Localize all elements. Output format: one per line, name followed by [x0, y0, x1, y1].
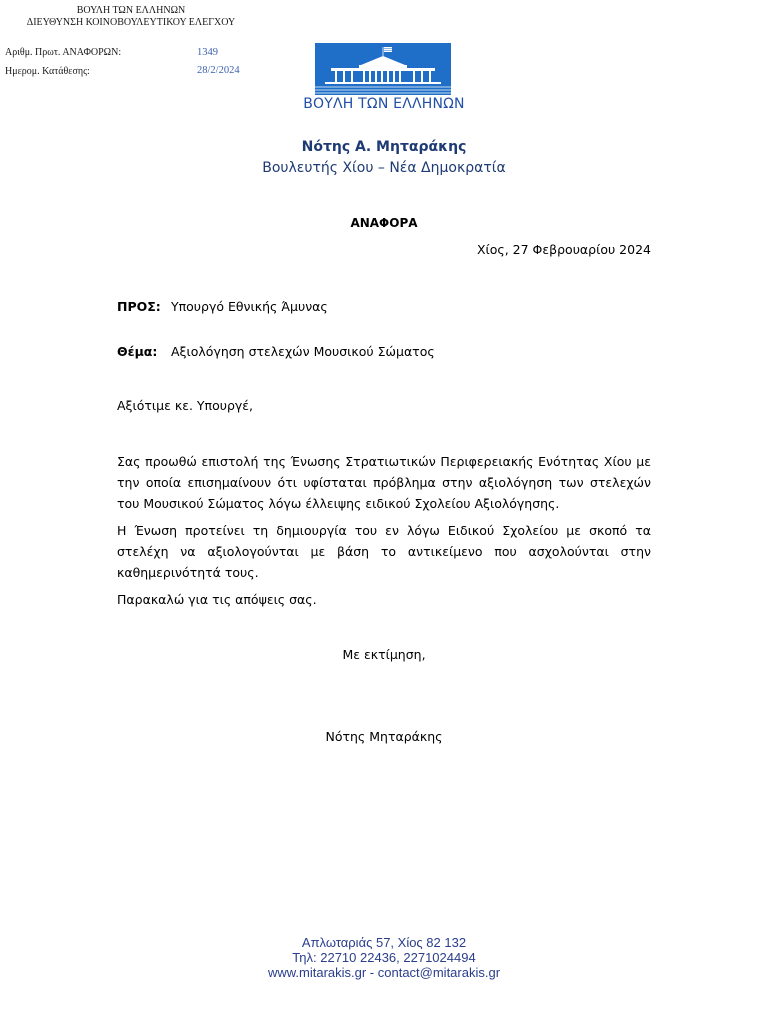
protocol-label: Αριθμ. Πρωτ. ΑΝΑΦΟΡΩΝ: — [5, 47, 122, 58]
stamp-header — [0, 5, 262, 29]
parliament-logo — [311, 43, 455, 95]
footer-address: Απλωταριάς 57, Χίος 82 132 — [301, 935, 467, 950]
subject-label: Θέμα: — [117, 344, 158, 359]
protocol-number: 1349 — [197, 47, 218, 58]
submission-date: 28/2/2024 — [197, 65, 240, 76]
recipient-label: ΠΡΟΣ: — [117, 299, 161, 314]
stamp-header-line1: ΒΟΥΛΗ ΤΩΝ ΕΛΛΗΝΩΝ — [76, 5, 186, 16]
signature-name: Νότης Μηταράκης — [325, 729, 443, 744]
document-type: ΑΝΑΦΟΡΑ — [350, 216, 418, 230]
recipient-value: Υπουργό Εθνικής Άμυνας — [171, 299, 328, 314]
logo-caption: ΒΟΥΛΗ ΤΩΝ ΕΛΛΗΝΩΝ — [303, 96, 465, 112]
closing: Με εκτίμηση, — [342, 647, 426, 662]
author-title: Βουλευτής Χίου – Νέα Δημοκρατία — [262, 160, 506, 176]
place-date: Χίος, 27 Φεβρουαρίου 2024 — [476, 242, 651, 257]
footer-web-email: www.mitarakis.gr - contact@mitarakis.gr — [267, 965, 501, 980]
body-paragraph-1: Σας προωθώ επιστολή της Ένωσης Στρατιωτικών Περιφερειακής Ενότητας Χίου με την οποία επισημαίνουν ότι υφίσταται πρόβλημα στην αξιολόγηση των στελεχών του Μουσικού Σώματος λόγω έλλειψης ειδικού Σχολείου Αξιολόγησης. — [117, 454, 651, 511]
stamp-header-line2: ΔΙΕΥΘΥΝΣΗ ΚΟΙΝΟΒΟΥΛΕΥΤΙΚΟΥ ΕΛΕΓΧΟΥ — [26, 17, 236, 28]
submission-date-label: Ημερομ. Κατάθεσης: — [5, 66, 90, 77]
body-paragraph-2: Η Ένωση προτείνει τη δημιουργία του εν λόγω Ειδικού Σχολείου με σκοπό τα στελέχη να αξιολογούνται με βάση το αντικείμενο που ασχολούνται στην καθημερινότητά τους. — [117, 523, 651, 580]
author-name: Νότης Α. Μηταράκης — [301, 139, 467, 155]
salutation: Αξιότιμε κε. Υπουργέ, — [117, 398, 254, 413]
footer-phones: Τηλ: 22710 22436, 2271024494 — [292, 950, 476, 965]
body-paragraph-3: Παρακαλώ για τις απόψεις σας. — [117, 592, 317, 607]
subject-value: Αξιολόγηση στελεχών Μουσικού Σώματος — [171, 344, 435, 359]
